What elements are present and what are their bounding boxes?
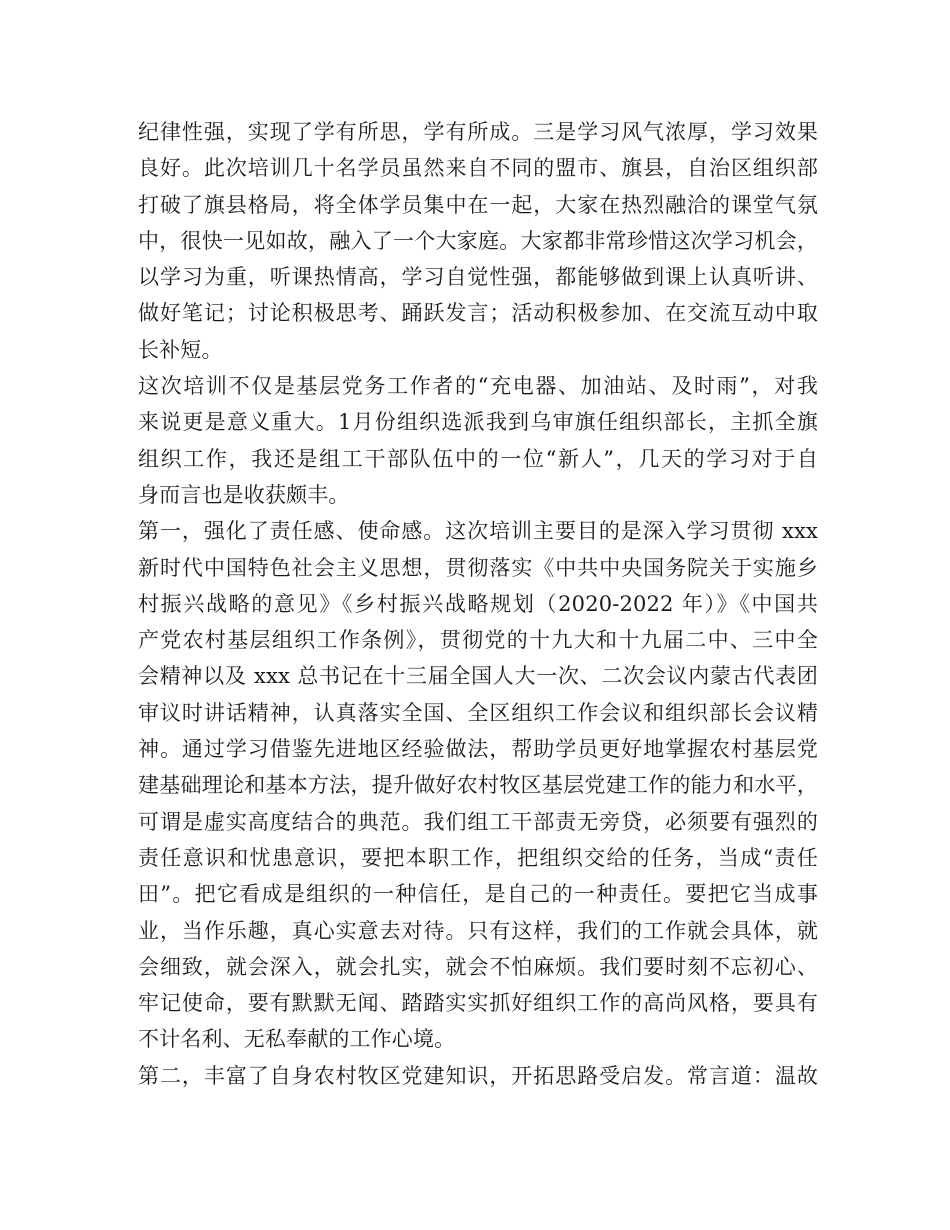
text-line: 会精神以及 xxx 总书记在十三届全国人大一次、二次会议内蒙古代表团 — [138, 664, 818, 689]
text-line: 不计名利、无私奉献的工作心境。 — [138, 1027, 456, 1052]
text-line: 第二，丰富了自身农村牧区党建知识，开拓思路受启发。常言道：温故 — [138, 1063, 818, 1088]
text-line: 以学习为重，听课热情高，学习自觉性强，都能够做到课上认真听讲、 — [138, 265, 818, 290]
text-line: 田”。把它看成是组织的一种信任，是自己的一种责任。要把它当成事 — [138, 882, 818, 907]
text-line: 打破了旗县格局，将全体学员集中在一起，大家在热烈融洽的课堂气氛 — [138, 192, 818, 217]
text-line: 中，很快一见如故，融入了一个大家庭。大家都非常珍惜这次学习机会， — [138, 228, 818, 253]
text-line: 可谓是虚实高度结合的典范。我们组工干部责无旁贷，必须要有强烈的 — [138, 809, 818, 834]
text-line: 良好。此次培训几十名学员虽然来自不同的盟市、旗县，自治区组织部 — [138, 156, 818, 181]
text-line: 神。通过学习借鉴先进地区经验做法，帮助学员更好地掌握农村基层党 — [138, 737, 818, 762]
text-line: 牢记使命，要有默默无闻、踏踏实实抓好组织工作的高尚风格，要具有 — [138, 991, 818, 1016]
text-line: 长补短。 — [138, 337, 223, 362]
text-line: 纪律性强，实现了学有所思，学有所成。三是学习风气浓厚，学习效果 — [138, 120, 818, 144]
text-line: 来说更是意义重大。1月份组织选派我到乌审旗任组织部长，主抓全旗 — [138, 410, 818, 435]
text-line: 会细致，就会深入，就会扎实，就会不怕麻烦。我们要时刻不忘初心、 — [138, 954, 818, 979]
text-line: 审议时讲话精神，认真落实全国、全区组织工作会议和组织部长会议精 — [138, 700, 818, 725]
text-line: 建基础理论和基本方法，提升做好农村牧区基层党建工作的能力和水平， — [138, 773, 818, 798]
text-line: 产党农村基层组织工作条例》，贯彻党的十九大和十九届二中、三中全 — [138, 628, 818, 653]
text-line: 做好笔记；讨论积极思考、踊跃发言；活动积极参加、在交流互动中取 — [138, 301, 818, 326]
text-line: 这次培训不仅是基层党务工作者的“充电器、加油站、及时雨”，对我 — [138, 374, 818, 399]
text-line: 组织工作，我还是组工干部队伍中的一位“新人”，几天的学习对于自 — [138, 446, 818, 471]
text-line: 新时代中国特色社会主义思想，贯彻落实《中共中央国务院关于实施乡 — [138, 555, 818, 580]
text-line: 责任意识和忧患意识，要把本职工作，把组织交给的任务，当成“责任 — [138, 845, 818, 870]
text-line: 第一，强化了责任感、使命感。这次培训主要目的是深入学习贯彻 xxx — [138, 519, 818, 544]
text-line: 身而言也是收获颇丰。 — [138, 482, 350, 507]
text-line: 村振兴战略的意见》《乡村振兴战略规划（2020-2022 年）》《中国共 — [138, 591, 818, 616]
document-body-text — [138, 114, 818, 1094]
text-line: 业，当作乐趣，真心实意去对待。只有这样，我们的工作就会具体，就 — [138, 918, 818, 943]
